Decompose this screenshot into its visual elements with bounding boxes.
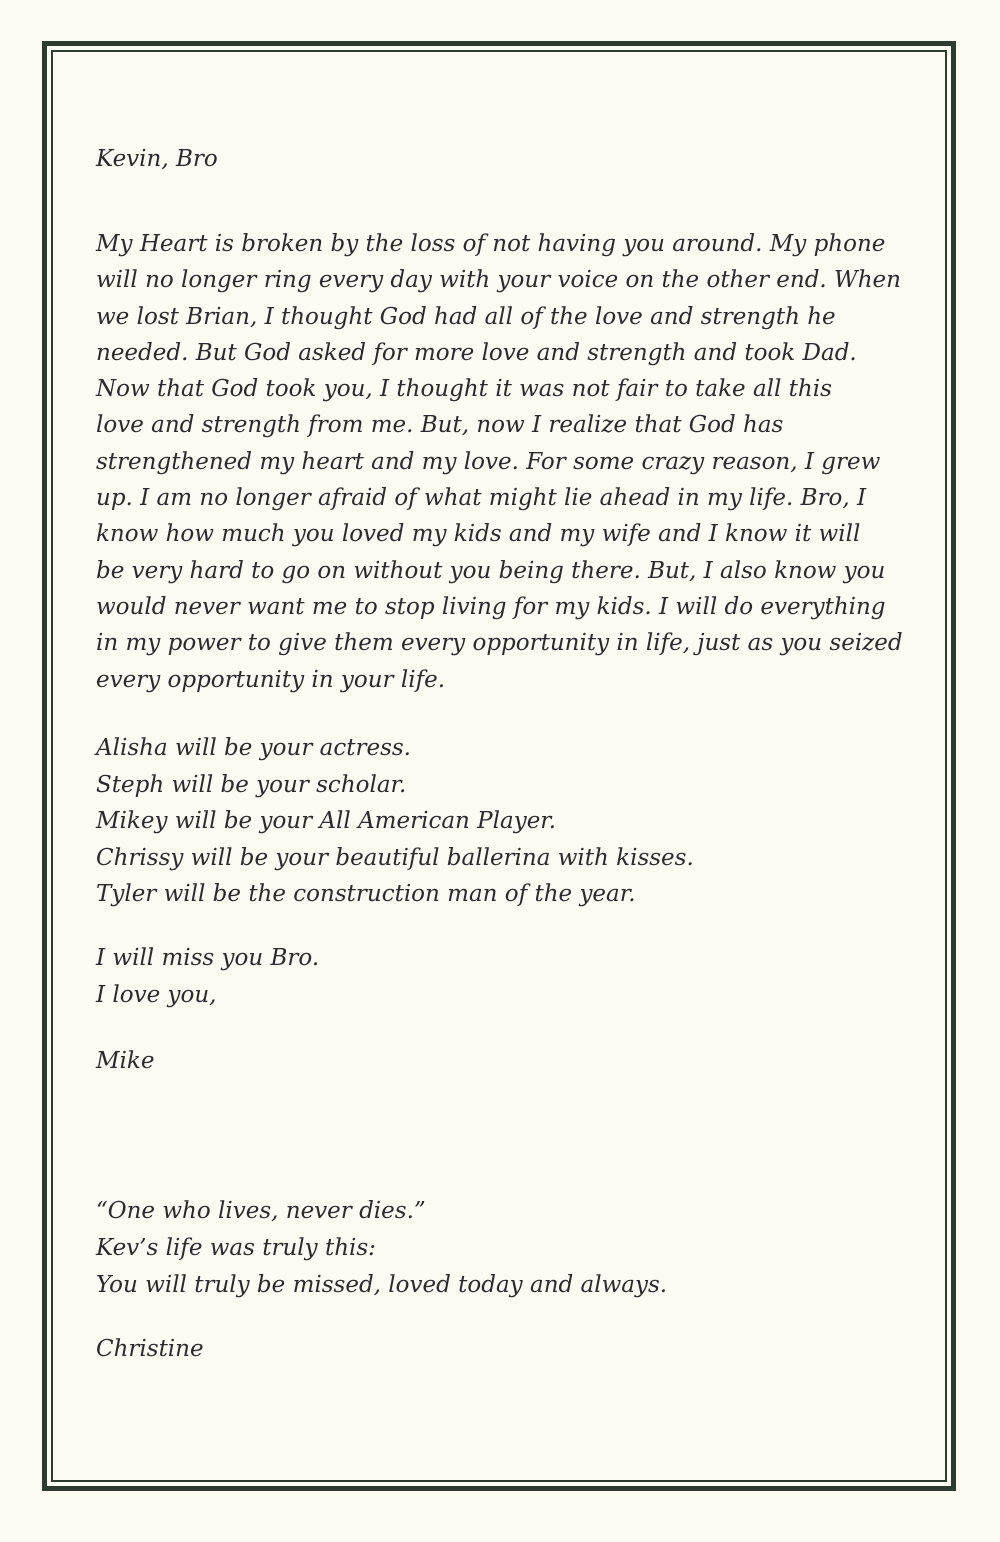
body-line: would never want me to stop living for my kids. I will do everything — [96, 593, 886, 620]
letter-greeting: Kevin, Bro — [96, 146, 218, 172]
letter-closing — [96, 940, 319, 1013]
closing-line: I love you, — [96, 981, 217, 1008]
body-line: strengthened my heart and my love. For some crazy reason, I grew — [96, 448, 881, 475]
body-line: My Heart is broken by the loss of not having you around. My phone — [96, 231, 886, 257]
body-line: needed. But God asked for more love and strength and took Dad. — [96, 339, 857, 366]
kids-line: Alisha will be your actress. — [96, 735, 411, 761]
body-line: Now that God took you, I thought it was not fair to take all this — [96, 376, 832, 403]
body-line: in my power to give them every opportunity in life, just as you seized — [96, 630, 903, 657]
christine-note — [96, 1193, 667, 1304]
kids-list — [96, 730, 694, 913]
body-line: up. I am no longer afraid of what might lie ahead in my life. Bro, I — [96, 485, 867, 512]
body-line: will no longer ring every day with your voice on the other end. When — [96, 267, 901, 294]
body-line: love and strength from me. But, now I realize that God has — [96, 412, 784, 439]
signature-christine: Christine — [96, 1336, 204, 1362]
body-line: be very hard to go on without you being there. But, I also know you — [96, 557, 886, 584]
kids-line: Tyler will be the construction man of the year. — [96, 881, 636, 907]
letter-body — [96, 226, 903, 698]
note-line: “One who lives, never dies.” — [96, 1198, 426, 1224]
closing-line: I will miss you Bro. — [96, 945, 320, 971]
body-line: every opportunity in your life. — [96, 666, 446, 693]
signature-mike: Mike — [96, 1048, 155, 1074]
kids-line: Mikey will be your All American Player. — [96, 808, 557, 834]
body-line: know how much you loved my kids and my wife and I know it will — [96, 521, 861, 548]
kids-line: Steph will be your scholar. — [96, 771, 407, 798]
note-line: You will truly be missed, loved today and always. — [96, 1272, 668, 1298]
note-line: Kev’s life was truly this: — [96, 1235, 376, 1261]
body-line: we lost Brian, I thought God had all of the love and strength he — [96, 303, 836, 330]
kids-line: Chrissy will be your beautiful ballerina with kisses. — [96, 844, 694, 871]
